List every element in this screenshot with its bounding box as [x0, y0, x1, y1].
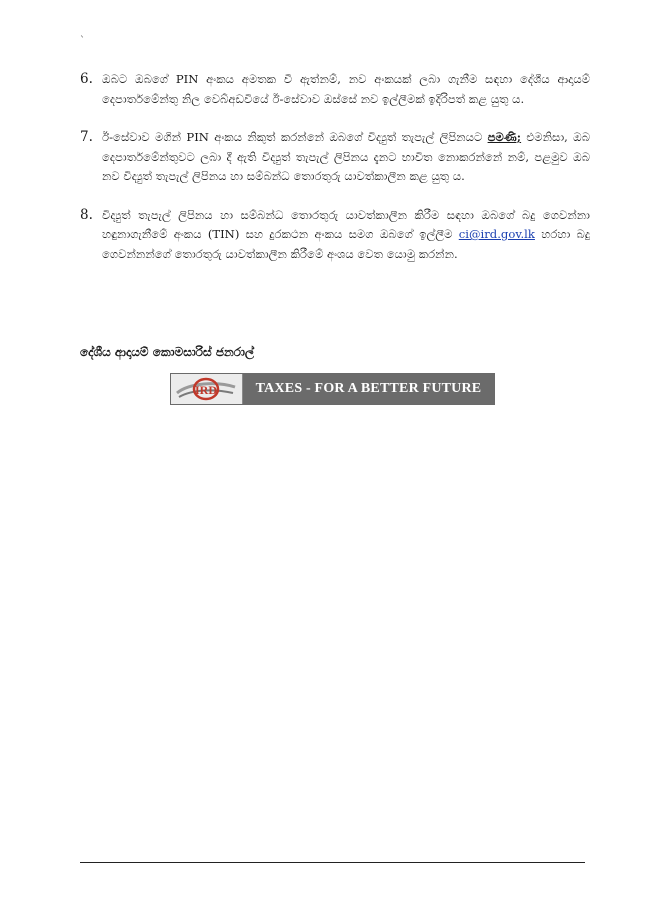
item-number: 6.	[80, 71, 93, 87]
list-item-8	[80, 206, 590, 265]
signatory-title: දේශීය ආදායම් කොමසාරිස් ජනරාල්	[80, 345, 255, 359]
item-text-after: එමනිසා, ඔබ දෙපාර්තමේන්තුවට ලබා දී ඇති විද්‍යුත් තැපැල් ලිපිනය දැනට භාවිත නොකරන්නේ නම්, පළමුව ඔබ නව විද්‍යුත් තැපැල් ලිපිනය හා සම්බන්ධ තොරතුරු යාවත්කාලීන කළ යුතු ය.	[102, 130, 590, 183]
footer-divider	[80, 862, 585, 863]
list-item-6	[80, 70, 590, 109]
item-number: 8.	[80, 206, 93, 223]
top-mark: `	[80, 36, 85, 47]
item-text	[102, 128, 590, 187]
logo-lettering: IRD	[194, 383, 218, 397]
item-text-before: ඊ-සේවාව මගින් PIN අංකය නිකුත් කරන්නේ ඔබගේ විද්‍යුත් තැපැල් ලිපිනයට	[102, 130, 488, 144]
emphasis-only: පමණි;	[487, 130, 522, 144]
item-text	[102, 206, 590, 265]
ird-logo-graphic	[171, 374, 241, 404]
email-link[interactable]: ci@ird.gov.lk	[458, 227, 535, 241]
slogan-banner	[170, 373, 495, 405]
item-text: ඔබට ඔබගේ PIN අංකය අමතක වී ඇත්නම්, නව අංකයක් ලබා ගැනීම සඳහා දේශීය ආදායම් දෙපාර්තමේන්තු නිල වෙබ්අඩවියේ ඊ-සේවාව ඔස්සේ නව ඉල්ලීමක් ඉදිරිපත් කළ යුතු ය.	[102, 72, 590, 106]
item-text-before: විද්‍යුත් තැපැල් ලිපිනය හා සම්බන්ධ තොරතුරු යාවත්කාලීන කිරීම සඳහා ඔබගේ බදු ගෙවන්නා හඳුනාගැනීමේ අංකය (TIN) සහ දුරකථන අංකය සමග ඔබගේ ඉල්ලීම	[102, 207, 590, 241]
item-number: 7.	[80, 129, 93, 145]
instruction-list	[80, 70, 590, 283]
ird-logo-icon	[171, 374, 243, 404]
slogan-text: TAXES - FOR A BETTER FUTURE	[243, 374, 494, 404]
item-text-after: හරහා බදු ගෙවන්නන්ගේ තොරතුරු යාවත්කාලීන කිරීමේ අංශය වෙත යොමු කරන්න.	[102, 227, 590, 261]
list-item-7	[80, 128, 590, 187]
